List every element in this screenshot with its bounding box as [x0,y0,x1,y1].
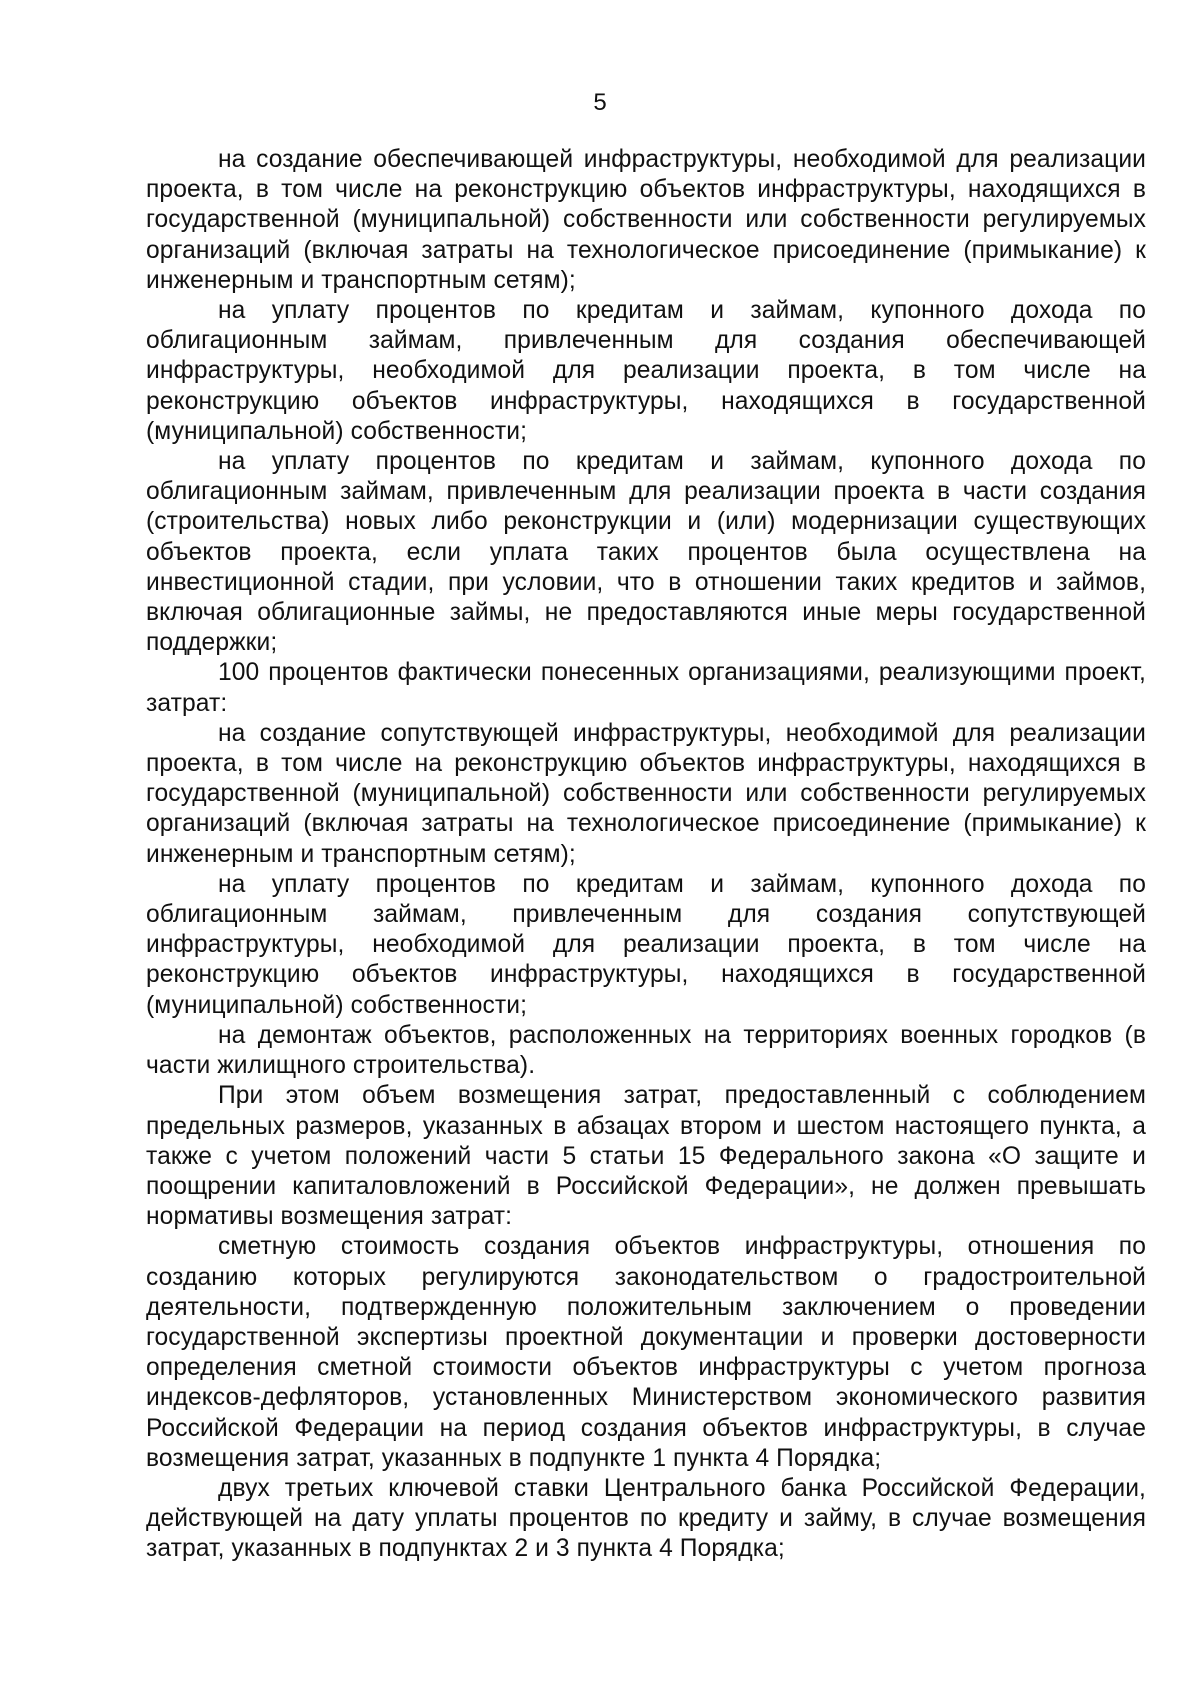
paragraph: на демонтаж объектов, расположенных на территориях военных городков (в части жилищного строительства). [146,1021,1146,1080]
paragraph: двух третьих ключевой ставки Центрального банка Российской Федерации, действующей на дату уплаты процентов по кредиту и займу, в случае возмещения затрат, указанных в подпунктах 2 и 3 пункта 4 Порядка; [146,1474,1146,1563]
document-body [146,145,1146,1565]
paragraph: 100 процентов фактически понесенных организациями, реализующими проект, затрат: [146,659,1146,717]
paragraph: на создание сопутствующей инфраструктуры, необходимой для реализации проекта, в том числе на реконструкцию объектов инфраструктуры, находящихся в государственной (муниципальной) собственности или собственности регулируемых организаций (включая затраты на технологическое присоединение (примыкание) к инженерным и транспортным сетям); [146,719,1146,868]
page-number: 5 [593,89,607,116]
paragraph: При этом объем возмещения затрат, предоставленный с соблюдением предельных размеров, указанных в абзацах втором и шестом настоящего пункта, а также с учетом положений части 5 статьи 15 Федерального закона «О защите и поощрении капиталовложений в Российской Федерации», не должен превышать нормативы возмещения затрат: [146,1082,1146,1231]
paragraph: на уплату процентов по кредитам и займам, купонного дохода по облигационным займам, привлеченным для создания сопутствующей инфраструктуры, необходимой для реализации проекта, в том числе на реконструкцию объектов инфраструктуры, находящихся в государственной (муниципальной) собственности; [146,870,1146,1019]
paragraph: сметную стоимость создания объектов инфраструктуры, отношения по созданию которых регулируются законодательством о градостроительной деятельности, подтвержденную положительным заключением о проведении государственной экспертизы проектной документации и проверки достоверности определения сметной стоимости объектов инфраструктуры с учетом прогноза индексов-дефляторов, установленных Министерством экономического развития Российской Федерации на период создания объектов инфраструктуры, в случае возмещения затрат, указанных в подпункте 1 пункта 4 Порядка; [146,1233,1146,1472]
paragraph: на создание обеспечивающей инфраструктуры, необходимой для реализации проекта, в том числе на реконструкцию объектов инфраструктуры, находящихся в государственной (муниципальной) собственности или собственности регулируемых организаций (включая затраты на технологическое присоединение (примыкание) к инженерным и транспортным сетям); [146,146,1146,294]
paragraph: на уплату процентов по кредитам и займам, купонного дохода по облигационным займам, привлеченным для реализации проекта в части создания (строительства) новых либо реконструкции и (или) модернизации существующих объектов проекта, если уплата таких процентов была осуществлена на инвестиционной стадии, при условии, что в отношении таких кредитов и займов, включая облигационные займы, не предоставляются иные меры государственной поддержки; [146,448,1146,657]
paragraph: на уплату процентов по кредитам и займам, купонного дохода по облигационным займам, привлеченным для создания обеспечивающей инфраструктуры, необходимой для реализации проекта, в том числе на реконструкцию объектов инфраструктуры, находящихся в государственной (муниципальной) собственности; [146,297,1146,445]
